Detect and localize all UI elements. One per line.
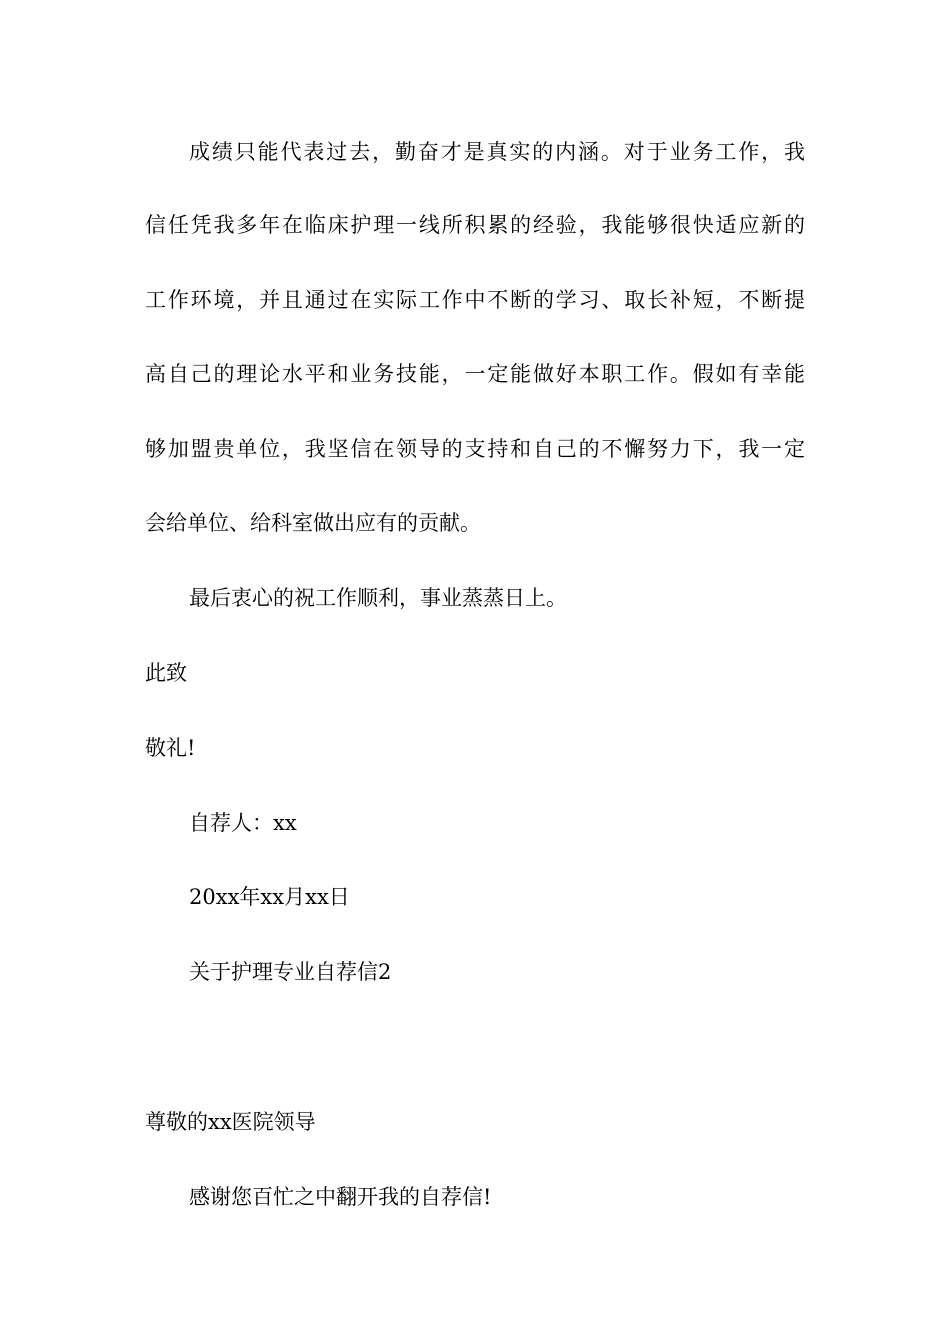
opening-line: 感谢您百忙之中翻开我的自荐信! (189, 1185, 492, 1209)
closing-wish: 最后衷心的祝工作顺利，事业蒸蒸日上。 (189, 586, 567, 610)
salutation-line-2: 敬礼! (145, 736, 196, 760)
paragraph-line: 会给单位、给科室做出应有的贡献。 (145, 511, 481, 535)
paragraph-line: 成绩只能代表过去，勤奋才是真实的内涵。对于业务工作，我 (189, 140, 805, 164)
paragraph-line: 信任凭我多年在临床护理一线所积累的经验，我能够很快适应新的 (145, 213, 805, 237)
signer-name: 自荐人：xx (189, 811, 297, 835)
letter-date: 20xx年xx月xx日 (189, 885, 350, 909)
section-heading: 关于护理专业自荐信2 (189, 960, 392, 984)
addressee: 尊敬的xx医院领导 (145, 1110, 316, 1134)
salutation-line-1: 此致 (145, 661, 187, 685)
paragraph-line: 工作环境，并且通过在实际工作中不断的学习、取长补短，不断提 (145, 288, 805, 312)
paragraph-line: 够加盟贵单位，我坚信在领导的支持和自己的不懈努力下，我一定 (145, 437, 805, 461)
paragraph-line: 高自己的理论水平和业务技能，一定能做好本职工作。假如有幸能 (145, 362, 805, 386)
